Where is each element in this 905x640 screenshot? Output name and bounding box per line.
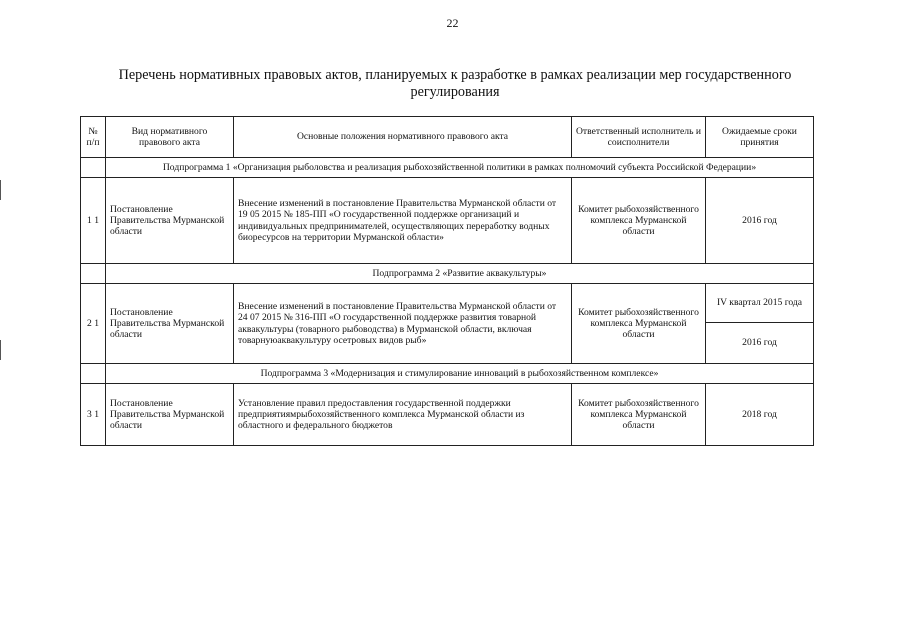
executor: Комитет рыбохозяйственного комплекса Мурманской области [572, 178, 706, 264]
deadline: IV квартал 2015 года [706, 284, 814, 323]
act-content: Внесение изменений в постановление Правительства Мурманской области от 24 07 2015 № 316-ПП «О государственной поддержке развития товарной аквакультуры (товарного рыбоводства) в Мурманской области, включая товарнуюаквакультуру осетровых видов рыб» [234, 284, 572, 364]
act-content: Внесение изменений в постановление Правительства Мурманской области от 19 05 2015 № 185-ПП «О государственной поддержке организаций и индивидуальных предпринимателей, осуществляющих переработку водных биоресурсов на территории Мурманской области» [234, 178, 572, 264]
deadline: 2016 год [706, 323, 814, 364]
table-row [81, 284, 814, 323]
subprogram-row [81, 264, 814, 284]
act-content: Установление правил предоставления государственной поддержки предприятиямрыбохозяйственного комплекса Мурманской области из областного и федерального бюджетов [234, 384, 572, 446]
margin-mark [0, 180, 1, 200]
executor: Комитет рыбохозяйственного комплекса Мурманской области [572, 384, 706, 446]
table-row [81, 384, 814, 446]
subprogram-num-cell [81, 364, 106, 384]
executor: Комитет рыбохозяйственного комплекса Мурманской области [572, 284, 706, 364]
header-num: № п/п [81, 117, 106, 158]
deadline: 2018 год [706, 384, 814, 446]
act-type: Постановление Правительства Мурманской области [106, 178, 234, 264]
header-executor: Ответственный исполнитель и соисполнители [572, 117, 706, 158]
row-num: 3 1 [81, 384, 106, 446]
subprogram-row [81, 364, 814, 384]
acts-table [80, 116, 814, 446]
row-num: 1 1 [81, 178, 106, 264]
row-num: 2 1 [81, 284, 106, 364]
table-row [81, 178, 814, 264]
subprogram-num-cell [81, 158, 106, 178]
header-act-type: Вид нормативного правового акта [106, 117, 234, 158]
header-deadline: Ожидаемые сроки принятия [706, 117, 814, 158]
document-title: Перечень нормативных правовых актов, планируемых к разработке в рамках реализации мер государственного регулирования [118, 67, 792, 100]
subprogram-row [81, 158, 814, 178]
subprogram-num-cell [81, 264, 106, 284]
act-type: Постановление Правительства Мурманской области [106, 384, 234, 446]
deadline: 2016 год [706, 178, 814, 264]
margin-mark [0, 340, 1, 360]
act-type: Постановление Правительства Мурманской области [106, 284, 234, 364]
subprogram-title: Подпрограмма 1 «Организация рыболовства и реализация рыбохозяйственной политики в рамках полномочий субъекта Российской Федерации» [106, 158, 814, 178]
page-number: 22 [446, 16, 459, 30]
subprogram-title: Подпрограмма 3 «Модернизация и стимулирование инноваций в рыбохозяйственном комплексе» [106, 364, 814, 384]
table-header-row [81, 117, 814, 158]
subprogram-title: Подпрограмма 2 «Развитие аквакультуры» [106, 264, 814, 284]
header-act-content: Основные положения нормативного правового акта [234, 117, 572, 158]
